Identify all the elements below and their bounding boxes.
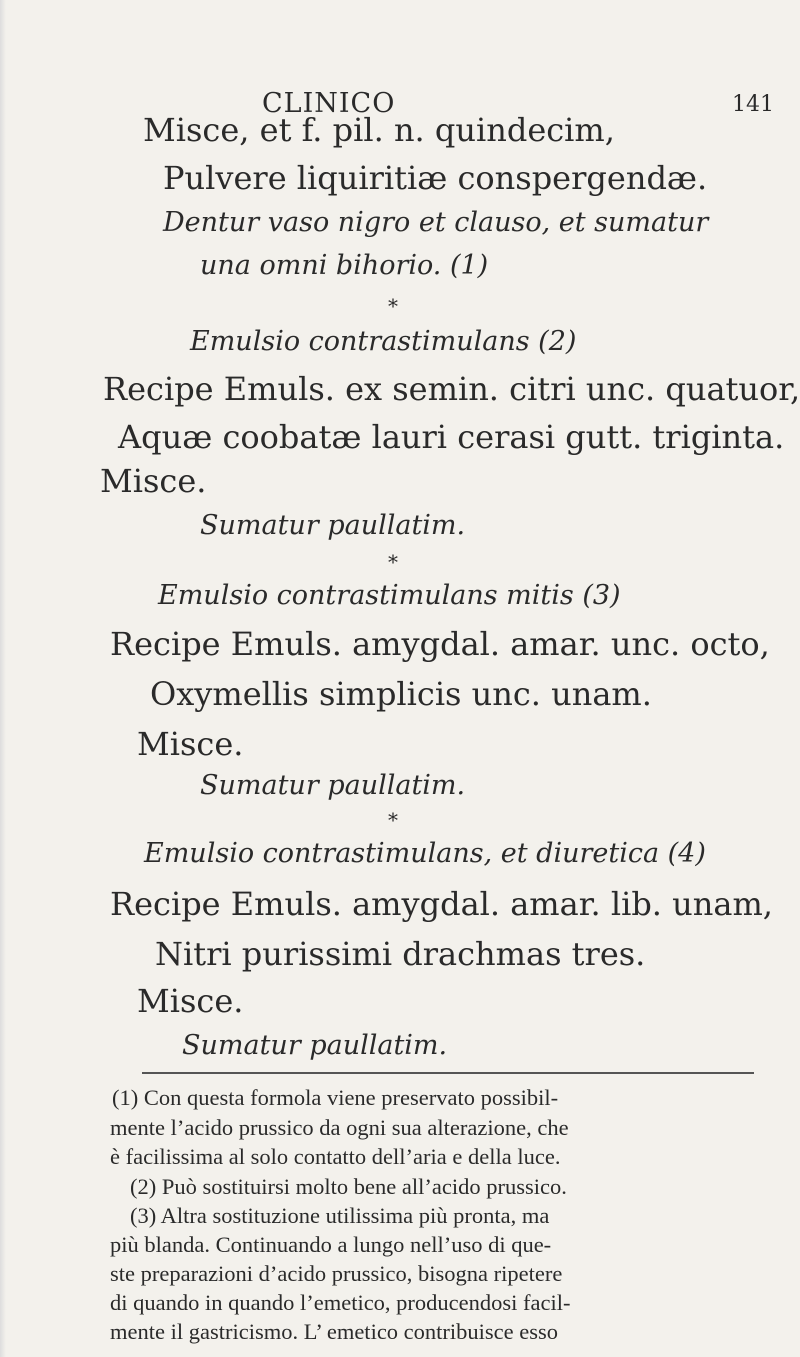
text-line: Misce. bbox=[137, 982, 244, 1020]
text-line: Recipe Emuls. amygdal. amar. unc. octo, bbox=[110, 625, 770, 663]
footnote-line: (1) Con questa formola viene preservato possibil- bbox=[112, 1085, 559, 1110]
text-line: Oxymellis simplicis unc. unam. bbox=[150, 675, 652, 713]
recipe-heading: Emulsio contrastimulans, et diuretica (4) bbox=[144, 838, 706, 869]
page-number: 141 bbox=[732, 92, 774, 117]
footnote-line: di quando in quando l’emetico, producendosi facil- bbox=[110, 1290, 571, 1315]
text-line: Misce, et f. pil. n. quindecim, bbox=[143, 111, 615, 149]
separator-asterisk: * bbox=[388, 550, 398, 574]
text-line: Sumatur paullatim. bbox=[200, 770, 466, 801]
text-line: Misce. bbox=[137, 725, 244, 763]
footnote-line: più blanda. Continuando a lungo nell’uso di que- bbox=[110, 1232, 552, 1257]
text-line: Nitri purissimi drachmas tres. bbox=[155, 935, 646, 973]
footnote-line: (3) Altra sostituzione utilissima più pronta, ma bbox=[130, 1203, 550, 1228]
separator-asterisk: * bbox=[388, 294, 398, 318]
separator-asterisk: * bbox=[388, 808, 398, 832]
text-line: Misce. bbox=[100, 462, 207, 500]
text-line: Sumatur paullatim. bbox=[182, 1030, 448, 1061]
text-line: Aquæ coobatæ lauri cerasi gutt. triginta. bbox=[118, 418, 785, 456]
header-title: CLINICO bbox=[262, 88, 396, 119]
recipe-heading: Emulsio contrastimulans mitis (3) bbox=[158, 580, 621, 611]
footnote-line: mente l’acido prussico da ogni sua alterazione, che bbox=[110, 1115, 569, 1140]
page-edge-shadow bbox=[0, 0, 6, 1357]
text-line: Recipe Emuls. amygdal. amar. lib. unam, bbox=[110, 885, 773, 923]
recipe-heading: Emulsio contrastimulans (2) bbox=[190, 326, 577, 357]
text-line: Recipe Emuls. ex semin. citri unc. quatuor, bbox=[103, 370, 800, 408]
footnote-line: mente il gastricismo. L’ emetico contribuisce esso bbox=[110, 1319, 559, 1344]
footnote-line: è facilissima al solo contatto dell’aria e della luce. bbox=[110, 1144, 561, 1169]
footnote-line: ste preparazioni d’acido prussico, bisogna ripetere bbox=[110, 1261, 563, 1286]
text-line: Sumatur paullatim. bbox=[200, 510, 466, 541]
text-line: una omni bihorio. (1) bbox=[200, 250, 489, 281]
footnote-line: (2) Può sostituirsi molto bene all’acido prussico. bbox=[130, 1174, 567, 1199]
text-line: Pulvere liquiritiæ conspergendæ. bbox=[163, 159, 708, 197]
text-line: Dentur vaso nigro et clauso, et sumatur bbox=[163, 207, 709, 238]
footnote-rule bbox=[142, 1072, 754, 1074]
